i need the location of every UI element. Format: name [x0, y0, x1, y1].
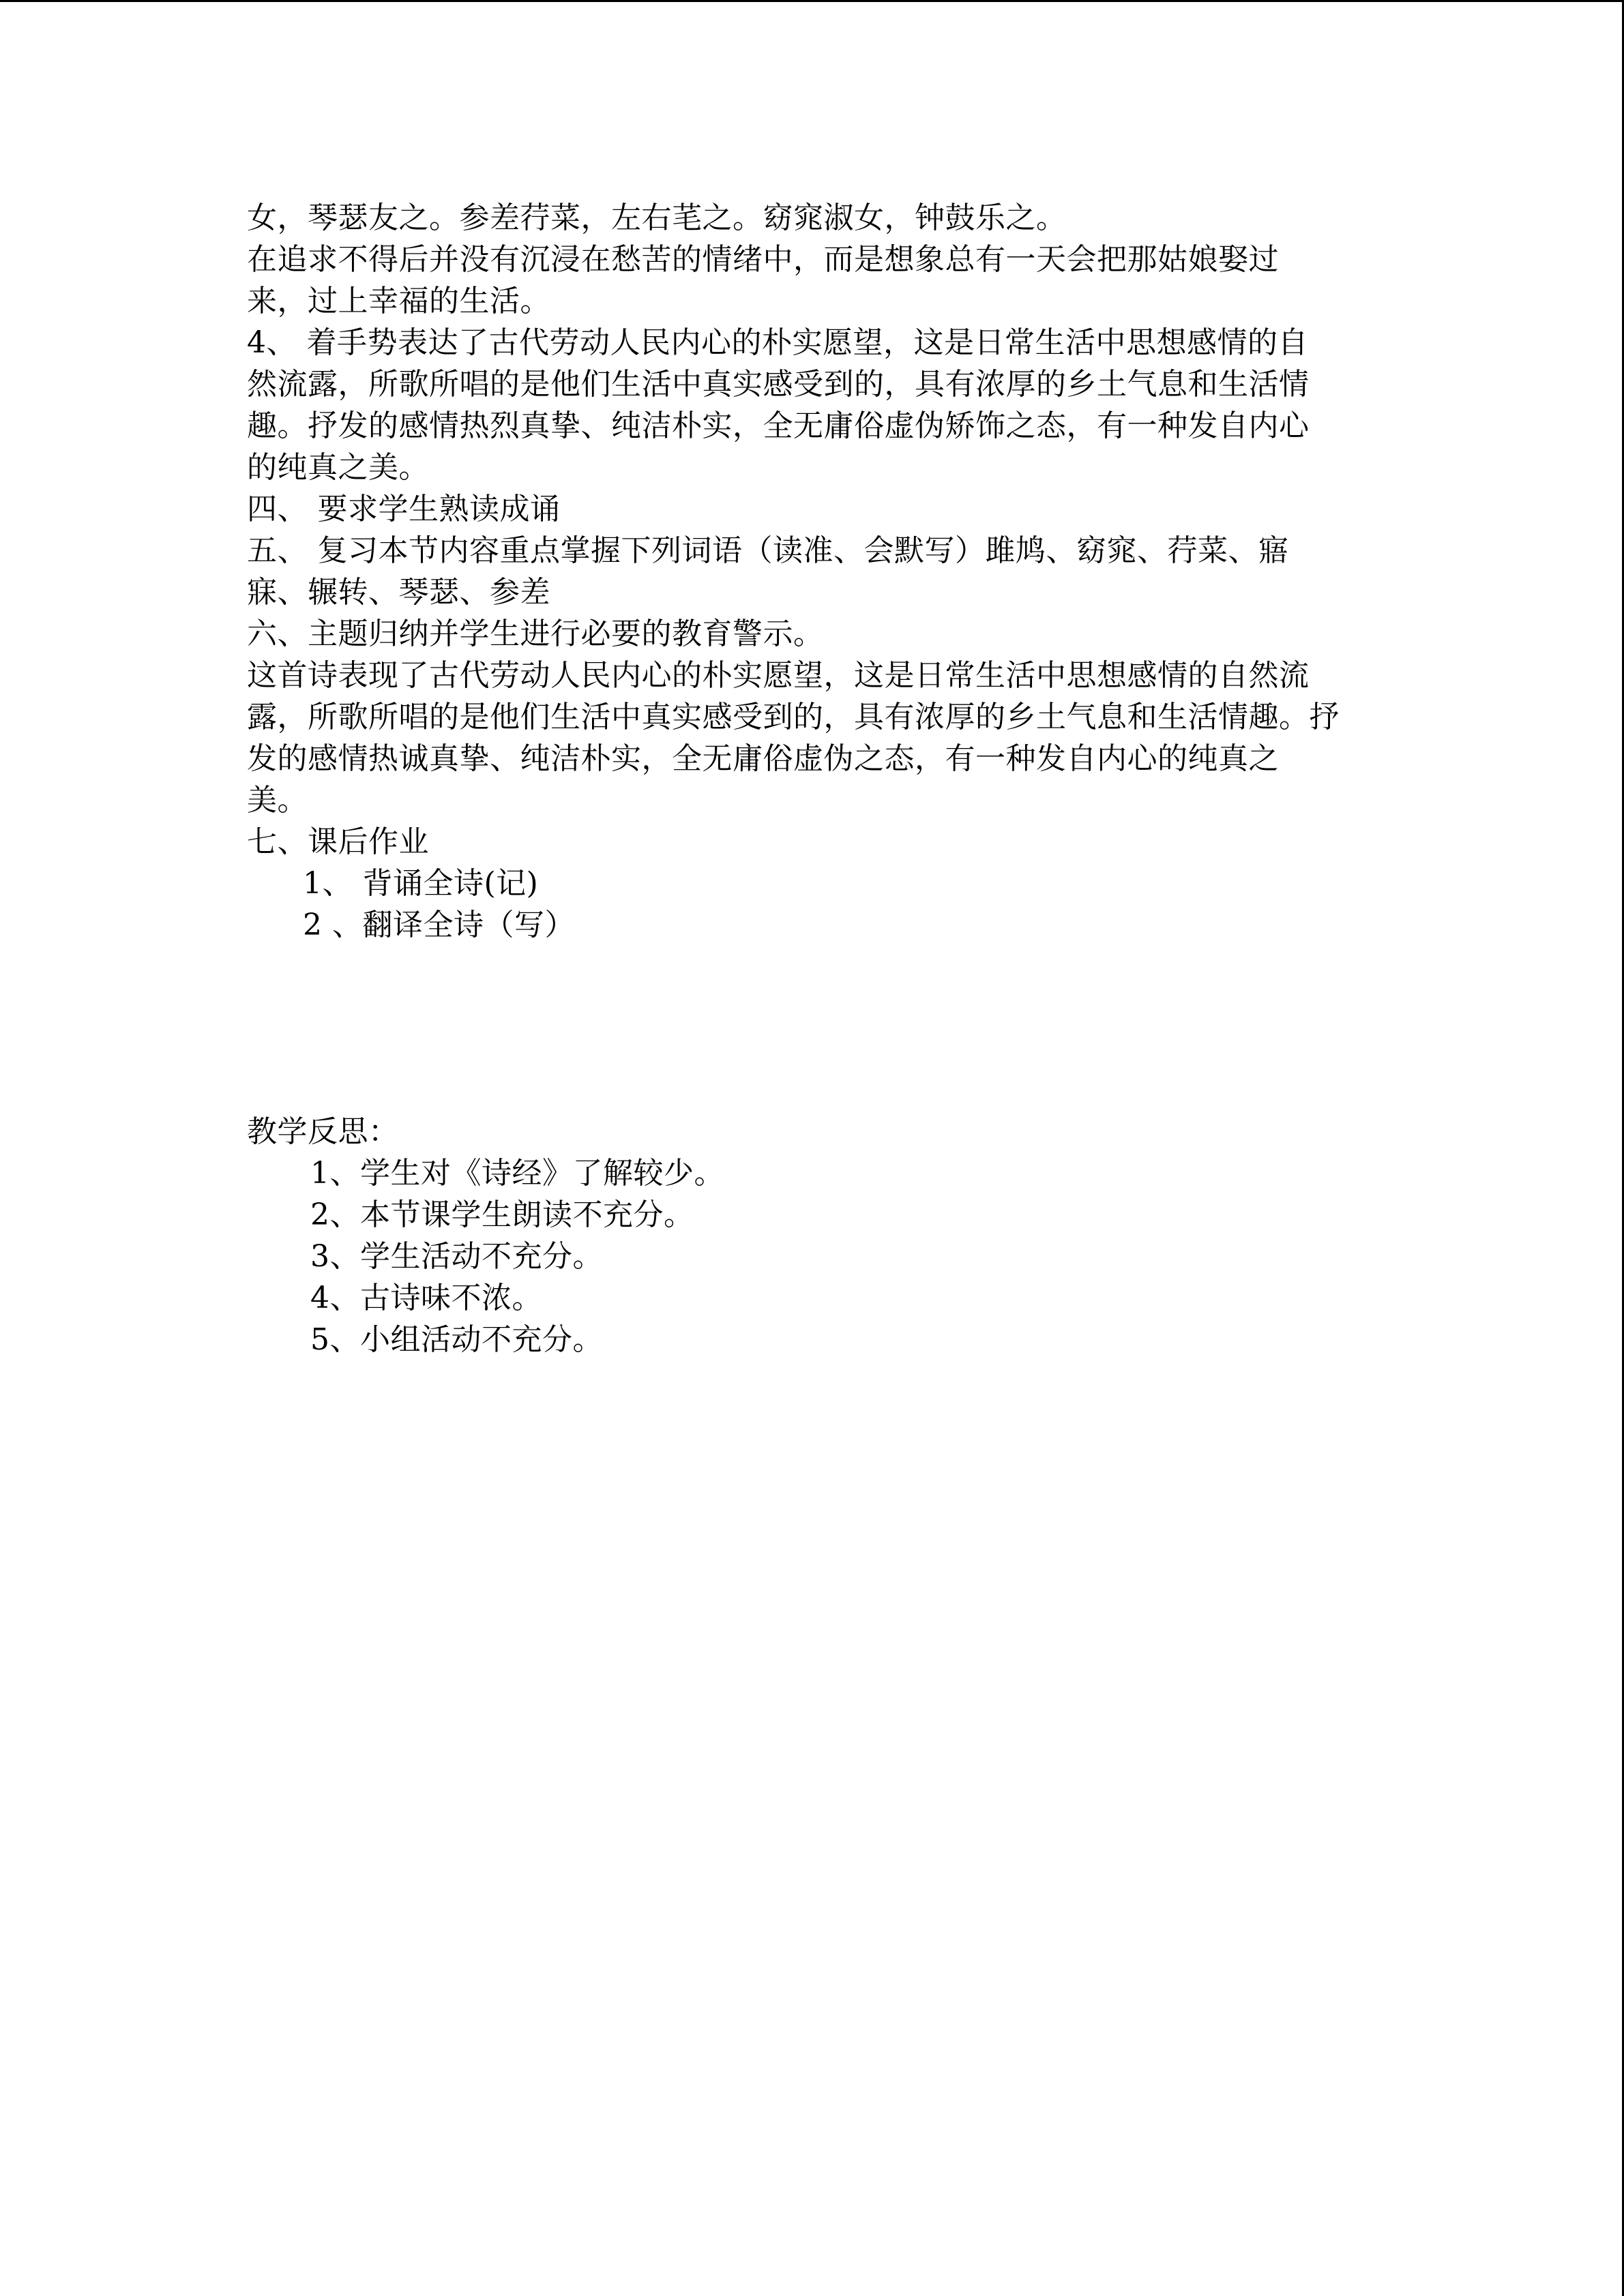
reflection-item: 4、古诗味不浓。 — [310, 1281, 542, 1315]
reflection-title: 教学反思： — [247, 1114, 399, 1149]
body-line: 的纯真之美。 — [247, 450, 429, 485]
section-heading: 七、课后作业 — [247, 824, 429, 859]
reflection-item: 1、学生对《诗经》了解较少。 — [310, 1156, 724, 1191]
reflection-item: 3、学生活动不充分。 — [310, 1239, 603, 1274]
reflection-item: 5、小组活动不充分。 — [310, 1322, 603, 1357]
reflection-item: 2、本节课学生朗读不充分。 — [310, 1197, 694, 1232]
homework-item: 1、 背诵全诗(记) — [303, 866, 539, 901]
section-heading: 六、主题归纳并学生进行必要的教育警示。 — [247, 616, 824, 651]
body-line: 4、 着手势表达了古代劳动人民内心的朴实愿望，这是日常生活中思想感情的自 — [247, 325, 1308, 360]
body-line: 来，过上幸福的生活。 — [247, 284, 550, 318]
body-line: 这首诗表现了古代劳动人民内心的朴实愿望，这是日常生活中思想感情的自然流 — [247, 658, 1310, 693]
body-line: 趣。抒发的感情热烈真挚、纯洁朴实，全无庸俗虚伪矫饰之态，有一种发自内心 — [247, 408, 1310, 443]
section-heading: 四、 要求学生熟读成诵 — [247, 492, 561, 526]
body-line: 然流露，所歌所唱的是他们生活中真实感受到的，具有浓厚的乡土气息和生活情 — [247, 367, 1310, 402]
body-line: 露，所歌所唱的是他们生活中真实感受到的，具有浓厚的乡土气息和生活情趣。抒 — [247, 700, 1340, 734]
homework-item: 2 、翻译全诗（写） — [303, 908, 575, 942]
body-line: 寐、辗转、琴瑟、参差 — [247, 575, 550, 610]
body-line: 女，琴瑟友之。参差荇菜，左右芼之。窈窕淑女，钟鼓乐之。 — [247, 200, 1067, 235]
spacer — [247, 946, 1400, 1111]
document-body — [247, 197, 1400, 1360]
body-line: 发的感情热诚真挚、纯洁朴实，全无庸俗虚伪之态，有一种发自内心的纯真之 — [247, 741, 1279, 776]
section-heading: 五、 复习本节内容重点掌握下列词语（读准、会默写）雎鸠、窈窕、荇菜、寤 — [247, 533, 1289, 568]
body-line: 美。 — [247, 783, 308, 818]
body-line: 在追求不得后并没有沉浸在愁苦的情绪中，而是想象总有一天会把那姑娘娶过 — [247, 242, 1279, 277]
